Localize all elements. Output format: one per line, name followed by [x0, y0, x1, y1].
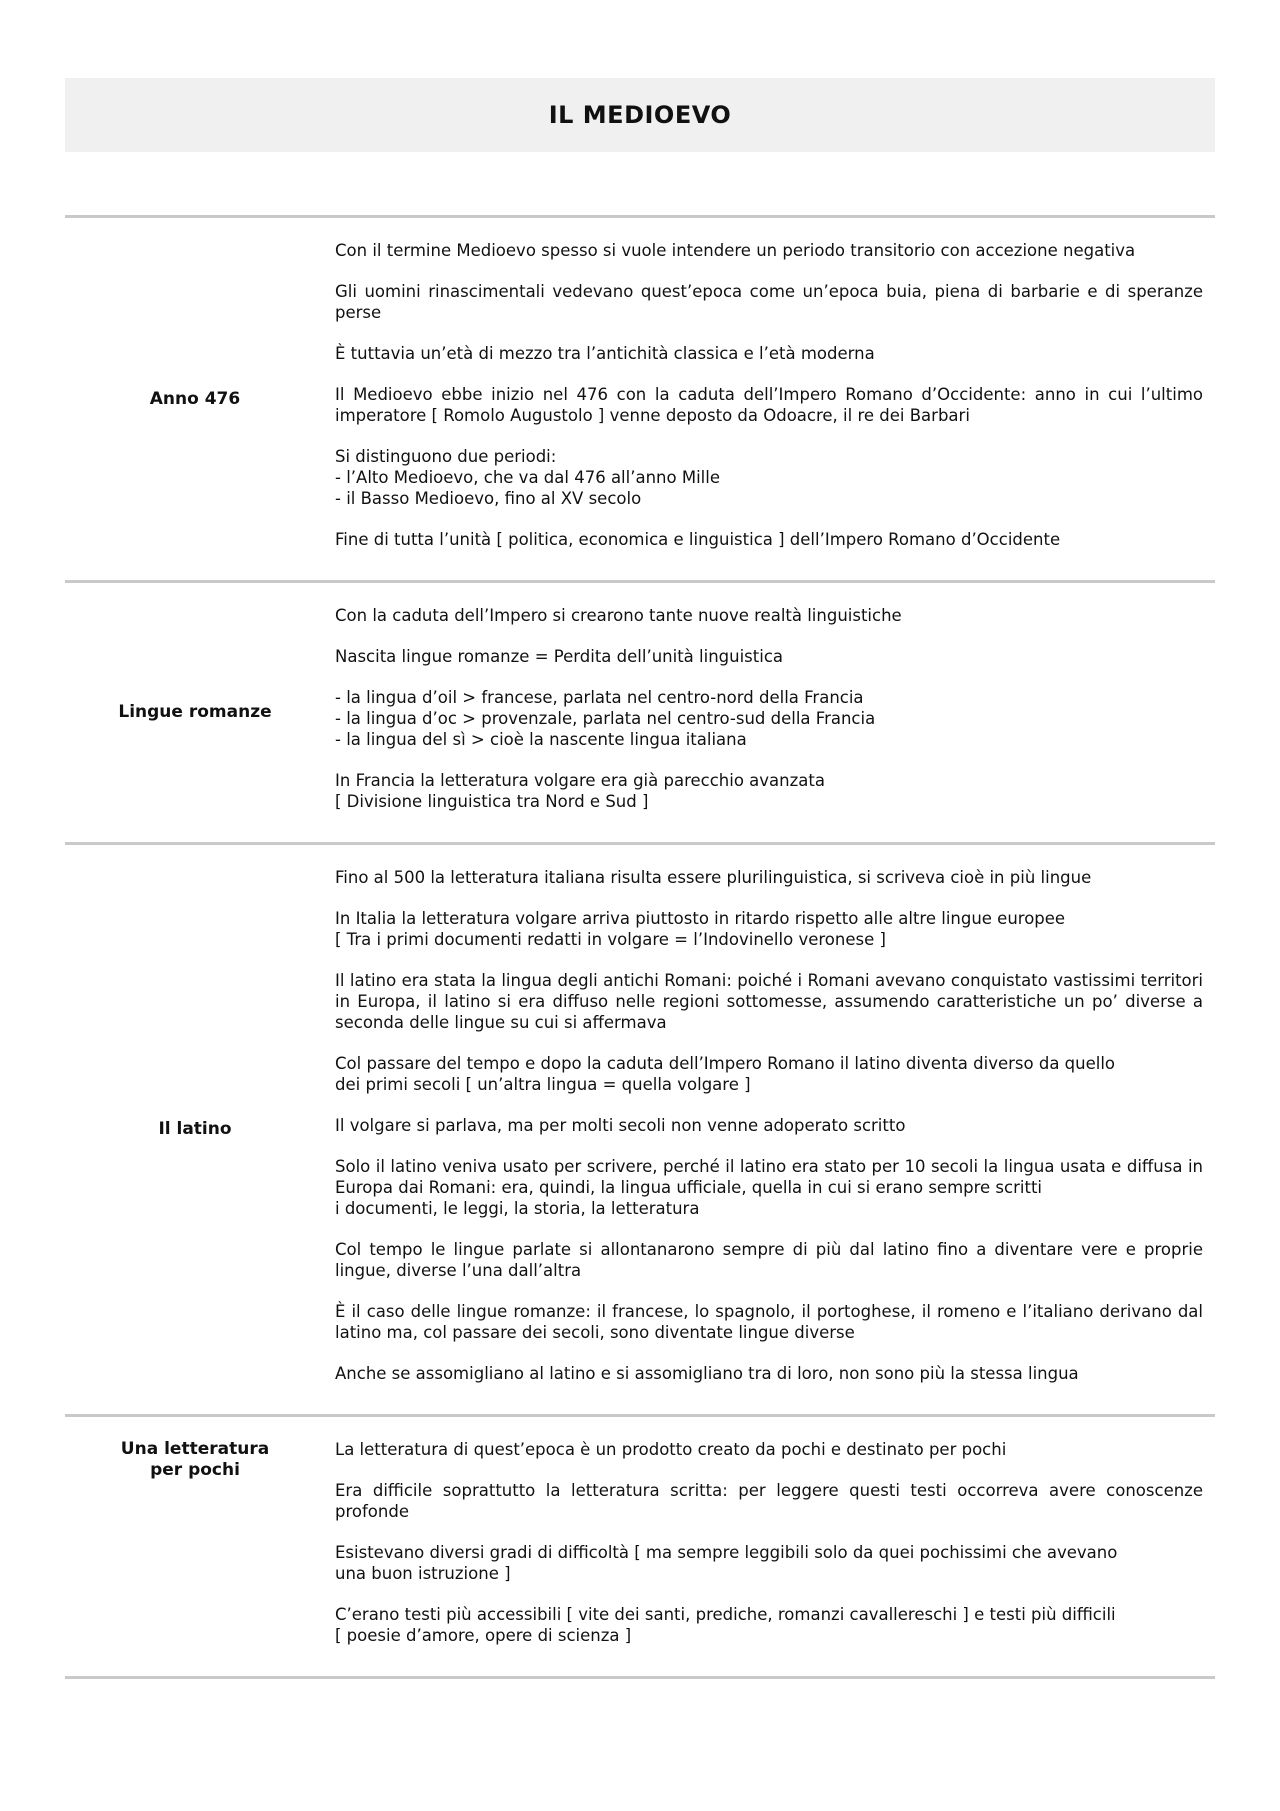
section-content — [325, 583, 1215, 842]
paragraph: Esistevano diversi gradi di difficoltà [ ma sempre leggibili solo da quei pochissimi che avevano una buon istruzione ] — [335, 1543, 1118, 1583]
page-title: IL MEDIOEVO — [548, 101, 732, 129]
paragraph: Era difficile soprattutto la letteratura scritta: per leggere questi testi occorreva avere conoscenze profonde — [335, 1481, 1203, 1521]
section-label — [65, 845, 325, 1414]
title-bar — [65, 78, 1215, 152]
section-content — [325, 218, 1215, 580]
section-content — [325, 845, 1215, 1414]
paragraph: È tuttavia un’età di mezzo tra l’antichità classica e l’età moderna — [335, 344, 875, 363]
paragraph: Il volgare si parlava, ma per molti secoli non venne adoperato scritto — [335, 1116, 906, 1135]
notes-table — [65, 215, 1215, 1679]
section-anno-476 — [65, 215, 1215, 580]
paragraph: Con il termine Medioevo spesso si vuole intendere un periodo transitorio con accezione negativa — [335, 241, 1136, 260]
section-label-text: Anno 476 — [149, 388, 241, 409]
paragraph: La letteratura di quest’epoca è un prodotto creato da pochi e destinato per pochi — [335, 1440, 1007, 1459]
section-content — [325, 1417, 1215, 1676]
paragraph: Col tempo le lingue parlate si allontanarono sempre di più dal latino fino a diventare vere e proprie lingue, diverse l’una dall’altra — [335, 1240, 1203, 1280]
paragraph: C’erano testi più accessibili [ vite dei santi, prediche, romanzi cavallereschi ] e testi più difficili [ poesie d’amore, opere di scienza ] — [335, 1605, 1116, 1645]
paragraph: Solo il latino veniva usato per scrivere, perché il latino era stato per 10 secoli la lingua usata e diffusa in Europa dai Romani: era, quindi, la lingua ufficiale, quella in cui si erano sempre scritti i documenti, le leggi, la storia, la letteratura — [335, 1157, 1203, 1218]
paragraph: Anche se assomigliano al latino e si assomigliano tra di loro, non sono più la stessa lingua — [335, 1364, 1079, 1383]
paragraph: Fine di tutta l’unità [ politica, economica e linguistica ] dell’Impero Romano d’Occidente — [335, 530, 1061, 549]
section-label — [65, 583, 325, 842]
paragraph: - la lingua d’oil > francese, parlata nel centro-nord della Francia - la lingua d’oc > provenzale, parlata nel centro-sud della Francia - la lingua del sì > cioè la nascente lingua italiana — [335, 688, 876, 749]
paragraph: Con la caduta dell’Impero si crearono tante nuove realtà linguistiche — [335, 606, 902, 625]
paragraph: Nascita lingue romanze = Perdita dell’unità linguistica — [335, 647, 783, 666]
section-lingue-romanze — [65, 580, 1215, 842]
section-label-text: Una letteratura per pochi — [120, 1439, 270, 1480]
paragraph: Il Medioevo ebbe inizio nel 476 con la caduta dell’Impero Romano d’Occidente: anno in cui l’ultimo imperatore [ Romolo Augustolo ] venne deposto da Odoacre, il re dei Barbari — [335, 385, 1203, 425]
paragraph: Si distinguono due periodi: - l’Alto Medioevo, che va dal 476 all’anno Mille - il Basso Medioevo, fino al XV secolo — [335, 447, 720, 508]
section-il-latino — [65, 842, 1215, 1414]
paragraph: Gli uomini rinascimentali vedevano quest’epoca come un’epoca buia, piena di barbarie e di speranze perse — [335, 282, 1203, 322]
paragraph: È il caso delle lingue romanze: il francese, lo spagnolo, il portoghese, il romeno e l’italiano derivano dal latino ma, col passare dei secoli, sono diventate lingue diverse — [335, 1302, 1203, 1342]
paragraph: In Italia la letteratura volgare arriva piuttosto in ritardo rispetto alle altre lingue europee [ Tra i primi documenti redatti in volgare = l’Indovinello veronese ] — [335, 909, 1066, 949]
paragraph: Col passare del tempo e dopo la caduta dell’Impero Romano il latino diventa diverso da quello dei primi secoli [ un’altra lingua = quella volgare ] — [335, 1054, 1116, 1094]
paragraph: In Francia la letteratura volgare era già parecchio avanzata [ Divisione linguistica tra Nord e Sud ] — [335, 771, 825, 811]
paragraph: Fino al 500 la letteratura italiana risulta essere plurilinguistica, si scriveva cioè in più lingue — [335, 868, 1092, 887]
section-label — [65, 1417, 325, 1676]
paragraph: Il latino era stata la lingua degli antichi Romani: poiché i Romani avevano conquistato vastissimi territori in Europa, il latino si era diffuso nelle regioni sottomesse, assumendo caratteristiche un po’ diverse a seconda delle lingue su cui si affermava — [335, 971, 1203, 1032]
section-letteratura-per-pochi — [65, 1414, 1215, 1679]
section-label-text: Lingue romanze — [118, 702, 272, 722]
section-label-text: Il latino — [158, 1119, 232, 1139]
section-label — [65, 218, 325, 580]
